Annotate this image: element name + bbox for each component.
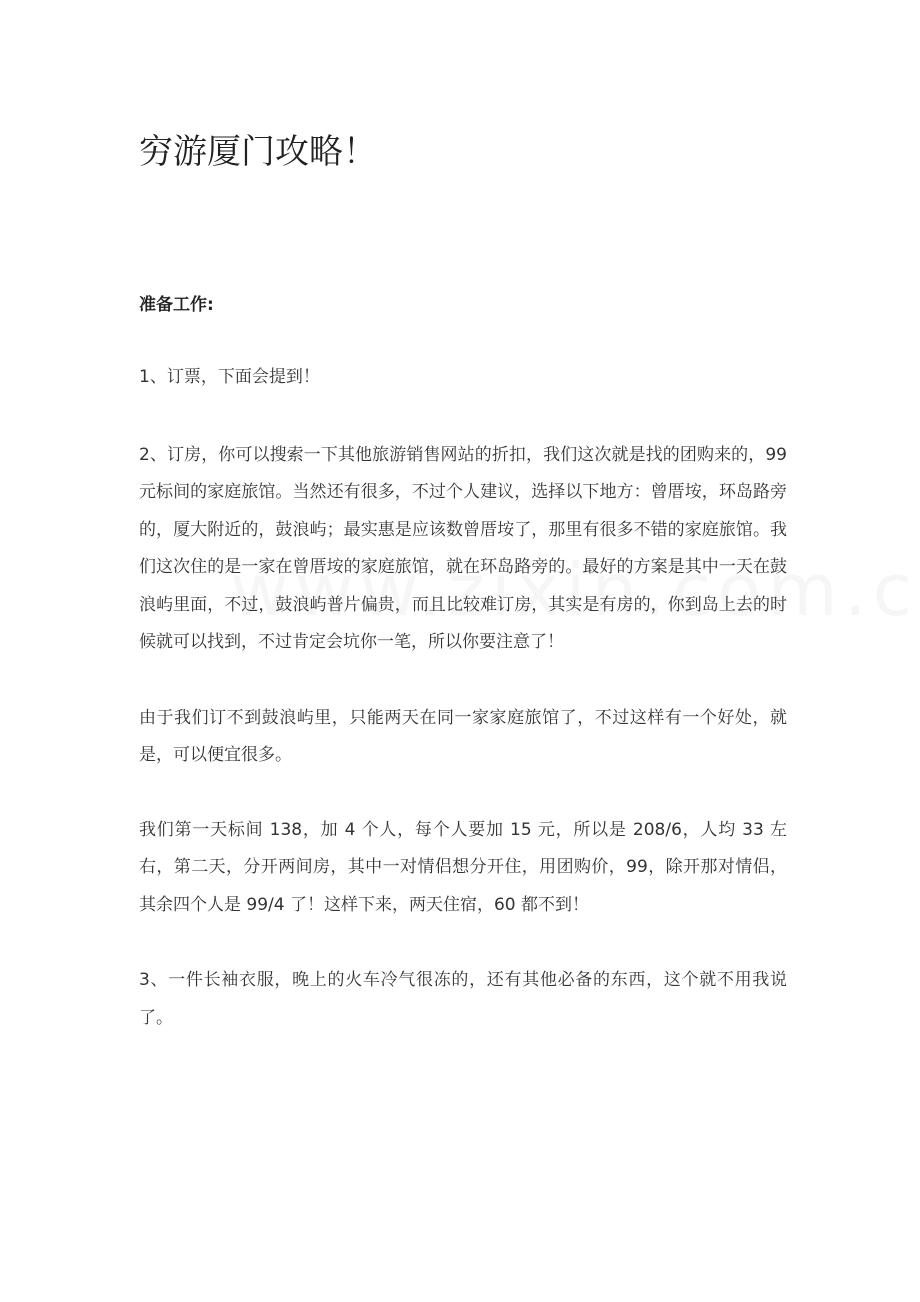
document-body xyxy=(139,288,787,1037)
section-heading: 准备工作: xyxy=(139,295,214,315)
paragraph-room-cost: 我们第一天标间 138，加 4 个人，每个人要加 15 元，所以是 208/6，人均 33 左右，第二天，分开两间房，其中一对情侣想分开住，用团购价，99，除开那对情侣，其余四个人是 99/4 了！这样下来，两天住宿，60 都不到！ xyxy=(139,819,787,915)
paragraph-ticket: 1、订票，下面会提到！ xyxy=(139,367,320,387)
paragraph-same-hotel: 由于我们订不到鼓浪屿里，只能两天在同一家家庭旅馆了，不过这样有一个好处，就是，可以便宜很多。 xyxy=(139,707,787,765)
paragraph-accommodation: 2、订房，你可以搜索一下其他旅游销售网站的折扣，我们这次就是找的团购来的，99 元标间的家庭旅馆。当然还有很多，不过个人建议，选择以下地方：曾厝垵，环岛路旁的，厦大附近的，鼓浪屿；最实惠是应该数曾厝垵了，那里有很多不错的家庭旅馆。我们这次住的是一家在曾厝垵的家庭旅馆，就在环岛路旁的。最好的方案是其中一天在鼓浪屿里面，不过，鼓浪屿普片偏贵，而且比较难订房，其实是有房的，你到岛上去的时候就可以找到，不过肯定会坑你一笔，所以你要注意了！ xyxy=(139,444,787,652)
paragraph-clothing: 3、一件长袖衣服，晚上的火车冷气很冻的，还有其他必备的东西，这个就不用我说了。 xyxy=(139,970,787,1028)
page-title: 穷游厦门攻略！ xyxy=(139,132,377,172)
